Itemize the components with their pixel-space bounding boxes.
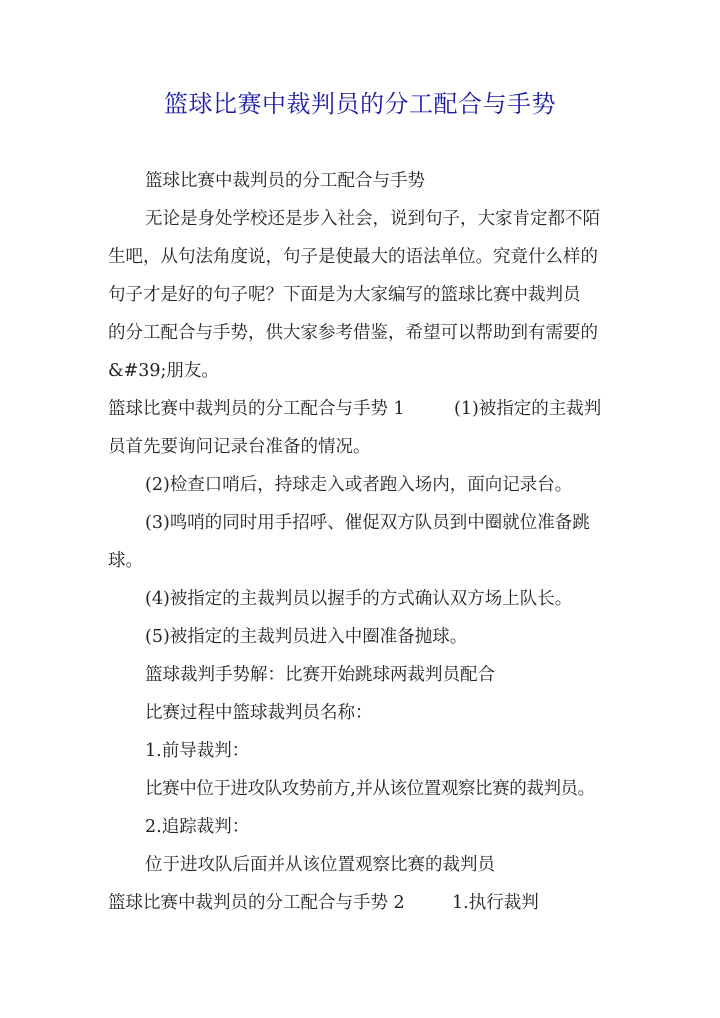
page-title: 篮球比赛中裁判员的分工配合与手势 [164,90,556,118]
paragraph-line: 球。 [108,551,143,571]
paragraph-line: 比赛中位于进攻队攻势前方,并从该位置观察比赛的裁判员。 [145,779,595,799]
paragraph-line: 篮球比赛中裁判员的分工配合与手势 [145,171,425,191]
paragraph-line: (4)被指定的主裁判员以握手的方式确认双方场上队长。 [145,589,573,609]
paragraph-line: (1)被指定的主裁判 [454,399,602,419]
section-heading: 篮球比赛中裁判员的分工配合与手势 1 [108,399,405,419]
paragraph-line: &#39;朋友。 [108,361,219,381]
paragraph-line: (3)鸣哨的同时用手招呼、催促双方队员到中圈就位准备跳 [145,513,590,533]
section-heading: 篮球比赛中裁判员的分工配合与手势 2 [108,893,405,913]
paragraph-line: 1.前导裁判： [145,741,250,761]
paragraph-line: 2.追踪裁判： [145,817,250,837]
paragraph-line: 1.执行裁判 [452,893,539,913]
paragraph-line: 生吧，从句法角度说，句子是使最大的语法单位。究竟什么样的 [108,247,598,267]
paragraph-line: 无论是身处学校还是步入社会，说到句子，大家肯定都不陌 [145,209,600,229]
paragraph-line: (5)被指定的主裁判员进入中圈准备抛球。 [145,627,468,647]
paragraph-line: 比赛过程中篮球裁判员名称： [145,703,373,723]
paragraph-line: 篮球裁判手势解：比赛开始跳球两裁判员配合 [145,665,495,685]
paragraph-line: (2)检查口哨后，持球走入或者跑入场内，面向记录台。 [145,475,573,495]
paragraph-line: 位于进攻队后面并从该位置观察比赛的裁判员 [145,855,495,875]
paragraph-line: 员首先要询问记录台准备的情况。 [108,437,371,457]
paragraph-line: 的分工配合与手势，供大家参考借鉴，希望可以帮助到有需要的 [108,323,598,343]
paragraph-line: 句子才是好的句子呢？下面是为大家编写的篮球比赛中裁判员 [108,285,581,305]
